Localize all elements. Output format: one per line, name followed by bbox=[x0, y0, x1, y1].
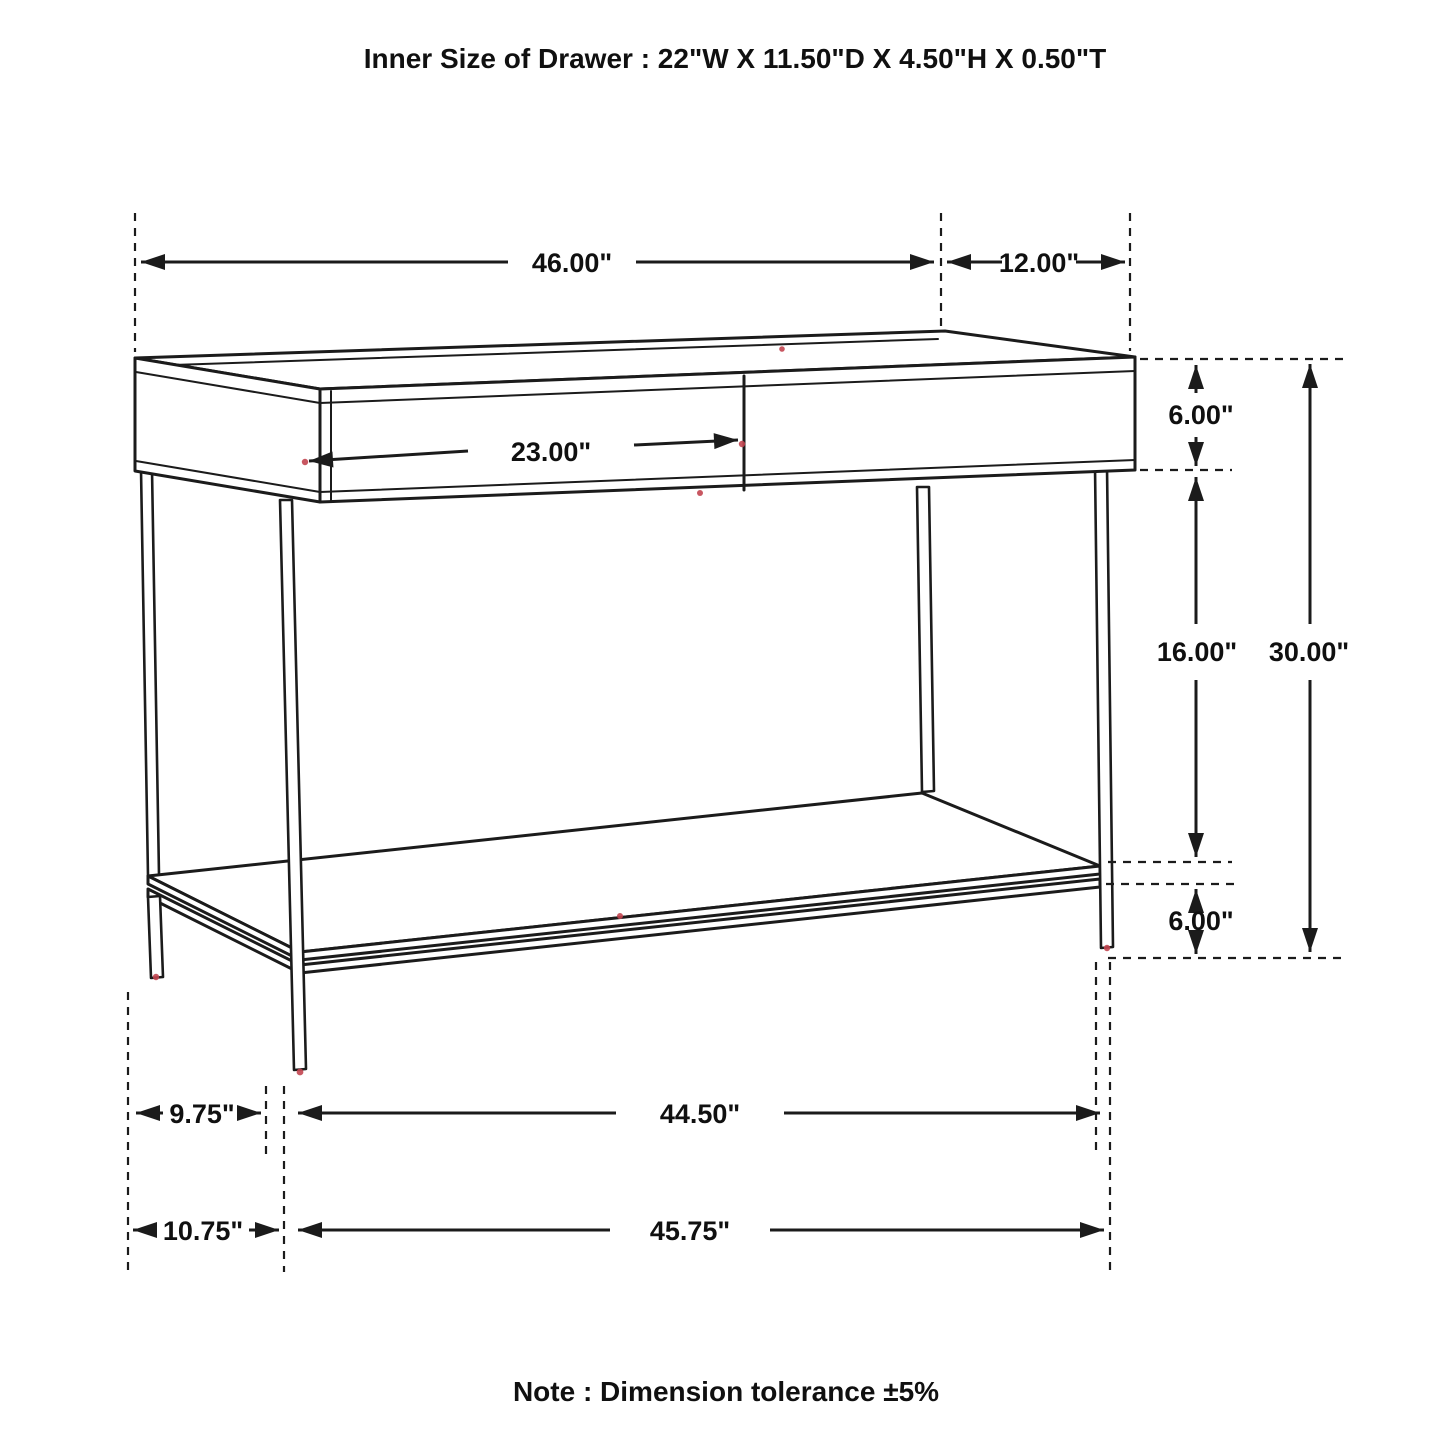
dim-overall-height bbox=[1269, 364, 1349, 952]
accent-dot bbox=[1104, 945, 1110, 951]
leg-shape bbox=[280, 500, 306, 1070]
accent-dot bbox=[739, 441, 745, 447]
dim-label-top-width: 46.00" bbox=[531, 248, 613, 278]
leg-back-left-lower bbox=[148, 896, 163, 978]
dim-label-leg-span-front: 44.50" bbox=[659, 1099, 741, 1129]
drawer-inner-size-title: Inner Size of Drawer : 22"W X 11.50"D X 4.50"H X 0.50"T bbox=[363, 43, 1107, 74]
accent-dot bbox=[697, 490, 703, 496]
dim-label-floor-width: 45.75" bbox=[649, 1216, 731, 1246]
leg-front-left bbox=[280, 500, 306, 1070]
leg-shape bbox=[917, 487, 934, 792]
leg-back-left-upper bbox=[141, 470, 159, 876]
bottom-extension-guides bbox=[128, 962, 1110, 1272]
accent-dot bbox=[297, 1069, 304, 1076]
dim-leg-span-side bbox=[136, 1099, 261, 1129]
accent-dot bbox=[302, 459, 308, 465]
accent-dot bbox=[153, 974, 159, 980]
leg-shape bbox=[1095, 467, 1113, 948]
dim-label-drawer-width: 23.00" bbox=[510, 437, 592, 467]
accent-dot bbox=[779, 346, 785, 352]
leg-back-right bbox=[917, 487, 934, 792]
dim-label-overall-height: 30.00" bbox=[1268, 637, 1350, 667]
dim-top-width bbox=[141, 248, 934, 278]
dim-under-clearance bbox=[1157, 477, 1237, 857]
top-extension-guides bbox=[135, 213, 1130, 352]
dim-label-apron-height: 6.00" bbox=[1168, 400, 1234, 430]
dim-shelf-clearance bbox=[1168, 889, 1233, 954]
leg-shape bbox=[141, 470, 159, 876]
dim-label-leg-span-side: 9.75" bbox=[169, 1099, 235, 1129]
dim-floor-width bbox=[298, 1216, 1104, 1246]
table-top-box bbox=[135, 331, 1135, 502]
accent-dot bbox=[617, 913, 623, 919]
dim-label-under-clearance: 16.00" bbox=[1156, 637, 1238, 667]
dim-label-top-depth: 12.00" bbox=[998, 248, 1080, 278]
tolerance-note: Note : Dimension tolerance ±5% bbox=[512, 1376, 940, 1407]
dim-floor-depth bbox=[133, 1216, 279, 1246]
dim-label-shelf-clearance: 6.00" bbox=[1168, 906, 1234, 936]
dim-apron-height bbox=[1168, 365, 1233, 466]
leg-shape bbox=[148, 896, 163, 978]
dim-top-depth bbox=[947, 248, 1125, 278]
dim-label-floor-depth: 10.75" bbox=[162, 1216, 244, 1246]
dim-leg-span-front bbox=[298, 1099, 1100, 1129]
leg-front-right bbox=[1095, 467, 1113, 948]
